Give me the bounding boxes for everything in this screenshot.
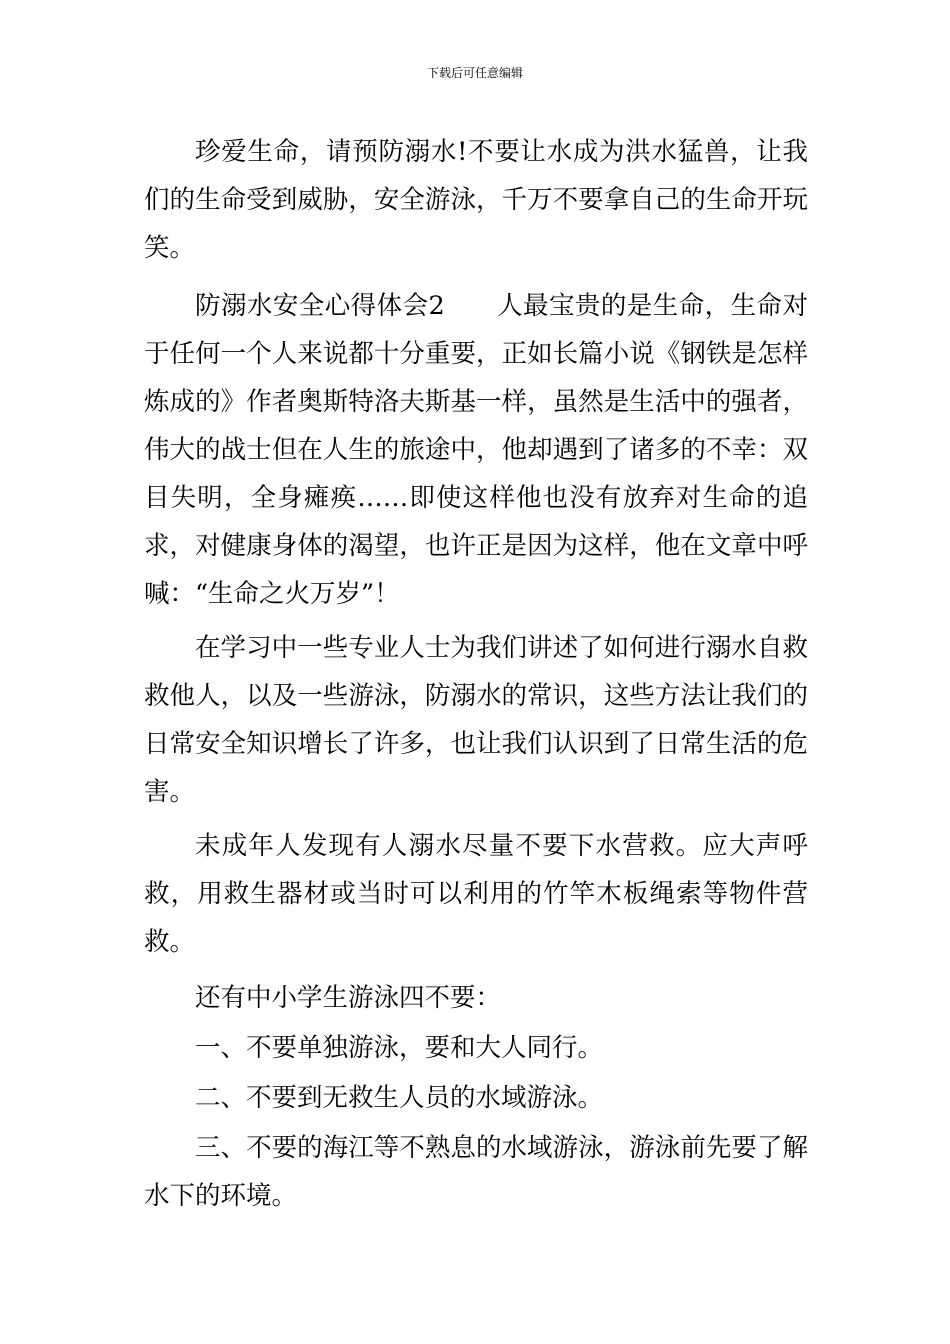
paragraph-cherish-life: 珍爱生命，请预防溺水!不要让水成为洪水猛兽，让我们的生命受到威胁，安全游泳，千万不要拿自己的生命开玩笑。 [144, 137, 808, 263]
paragraph-learning: 在学习中一些专业人士为我们讲述了如何进行溺水自救救他人，以及一些游泳，防溺水的常识，这些方法让我们的日常安全知识增长了许多，也让我们认识到了日常生活的危害。 [144, 633, 808, 807]
paragraph-rule-one: 一、不要单独游泳，要和大人同行。 [195, 1033, 604, 1063]
paragraph-rule-two: 二、不要到无救生人员的水域游泳。 [195, 1083, 604, 1113]
paragraph-minors-rescue: 未成年人发现有人溺水尽量不要下水营救。应大声呼救，用救生器材或当时可以利用的竹竿木板绳索等物件营救。 [144, 831, 808, 957]
page-header: 下载后可任意编辑 [426, 66, 523, 80]
paragraph-four-donts-intro: 还有中小学生游泳四不要： [195, 983, 502, 1013]
document-body [144, 128, 808, 1220]
paragraph-rule-three: 三、不要的海江等不熟息的水域游泳，游泳前先要了解水下的环境。 [144, 1133, 808, 1211]
paragraph-experience-2: 防溺水安全心得体会2 人最宝贵的是生命，生命对于任何一个人来说都十分重要，正如长篇小说《钢铁是怎样炼成的》作者奥斯特洛夫斯基一样，虽然是生活中的强者，伟大的战士但在人生的旅途中，他却遇到了诸多的不幸：双目失明，全身瘫痪……即使这样他也没有放弃对生命的追求，对健康身体的渴望，也许正是因为这样，他在文章中呼喊：“生命之火万岁”！ [144, 291, 808, 609]
